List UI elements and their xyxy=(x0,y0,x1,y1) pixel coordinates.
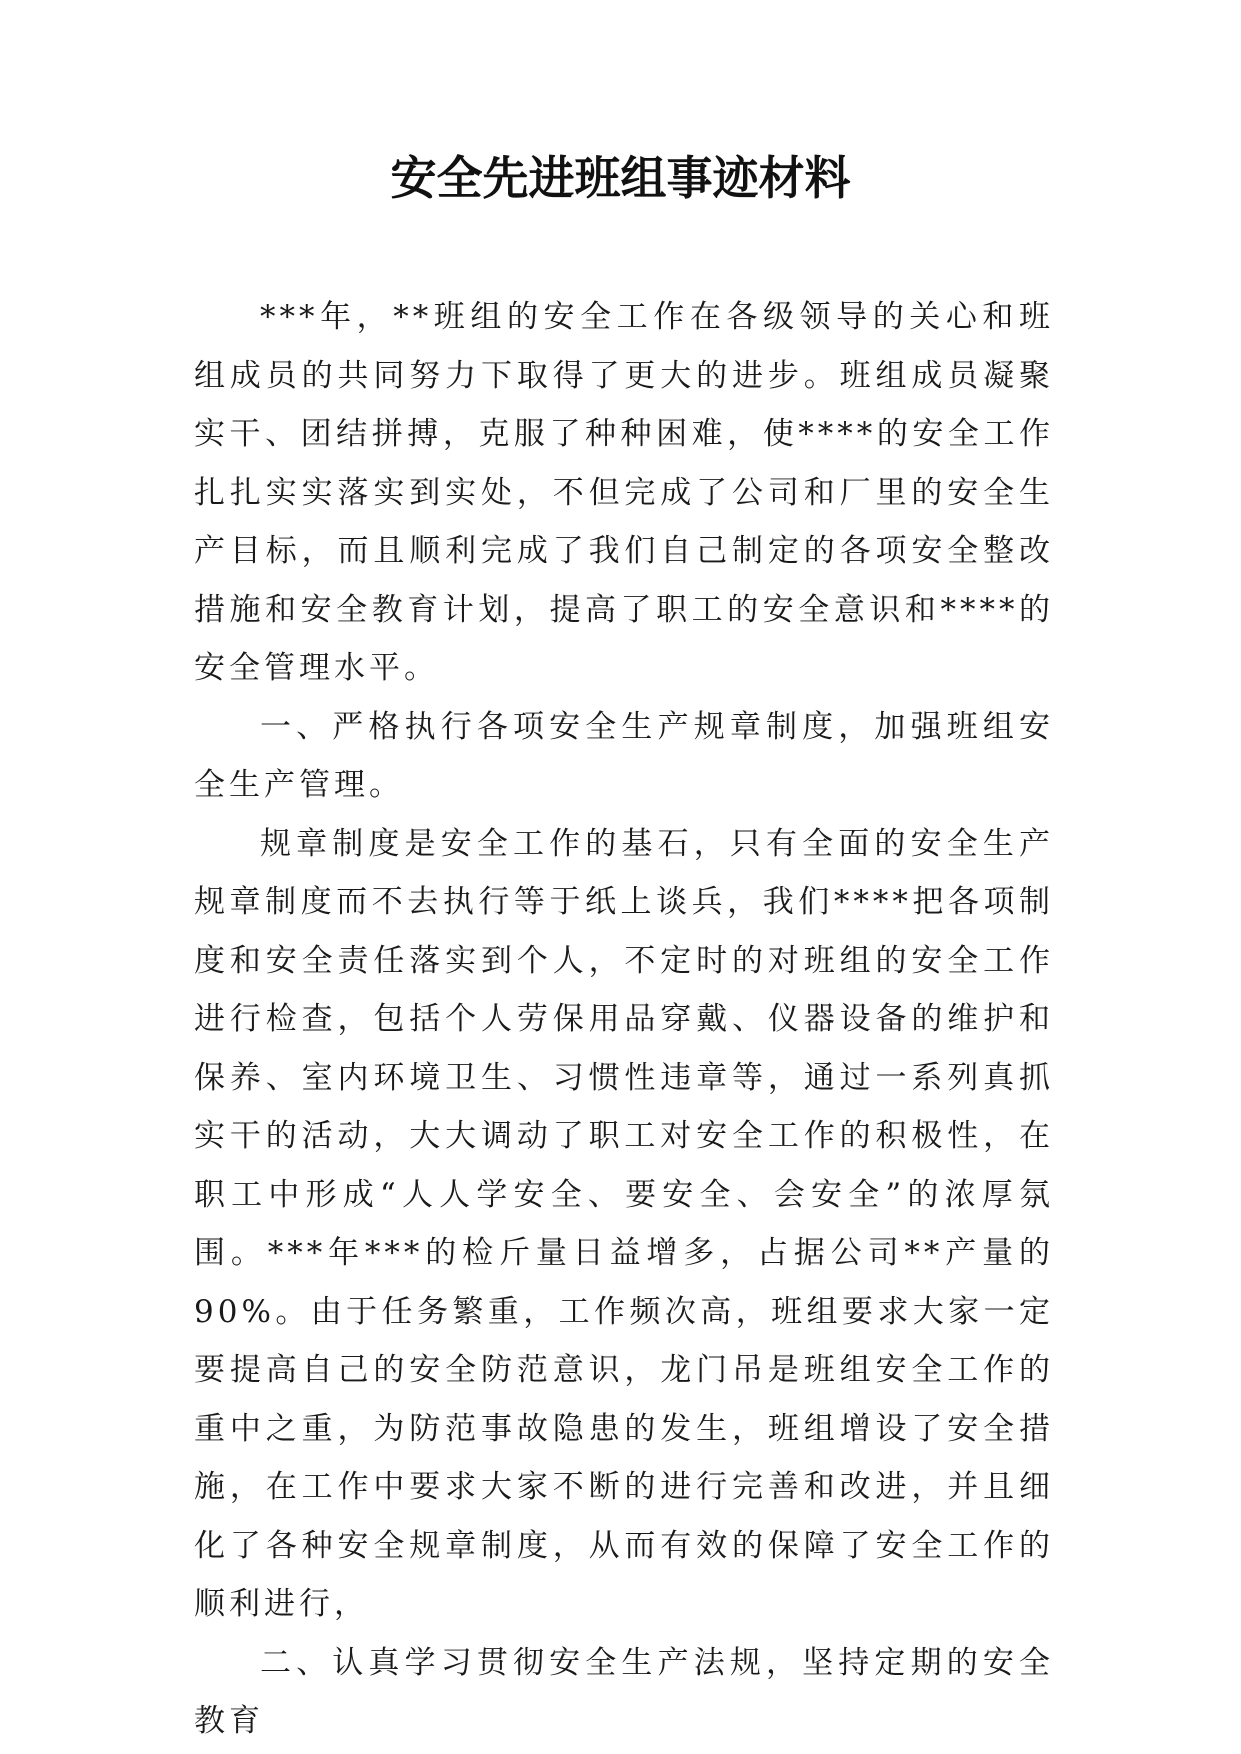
paragraph-section-1-body: 规章制度是安全工作的基石，只有全面的安全生产规章制度而不去执行等于纸上谈兵，我们****把各项制度和安全责任落实到个人，不定时的对班组的安全工作进行检查，包括个人劳保用品穿戴、仪器设备的维护和保养、室内环境卫生、习惯性违章等，通过一系列真抓实干的活动，大大调动了职工对安全工作的积极性，在职工中形成“人人学安全、要安全、会安全”的浓厚氛围。***年***的检斤量日益增多，占据公司**产量的90%。由于任务繁重，工作频次高，班组要求大家一定要提高自己的安全防范意识，龙门吊是班组安全工作的重中之重，为防范事故隐患的发生，班组增设了安全措施，在工作中要求大家不断的进行完善和改进，并且细化了各种安全规章制度，从而有效的保障了安全工作的顺利进行， xyxy=(194,825,1054,1622)
document-title: 安全先进班组事迹材料 xyxy=(390,151,851,205)
document-body xyxy=(194,288,1054,1751)
paragraph-section-1-heading: 一、严格执行各项安全生产规章制度，加强班组安全生产管理。 xyxy=(194,708,1054,803)
paragraph-intro: ***年，**班组的安全工作在各级领导的关心和班组成员的共同努力下取得了更大的进步。班组成员凝聚实干、团结拼搏，克服了种种困难，使****的安全工作扎扎实实落实到实处，不但完成了公司和厂里的安全生产目标，而且顺利完成了我们自己制定的各项安全整改措施和安全教育计划，提高了职工的安全意识和****的安全管理水平。 xyxy=(194,299,1054,686)
paragraph-section-2-heading: 二、认真学习贯彻安全生产法规，坚持定期的安全教育 xyxy=(194,1644,1054,1739)
